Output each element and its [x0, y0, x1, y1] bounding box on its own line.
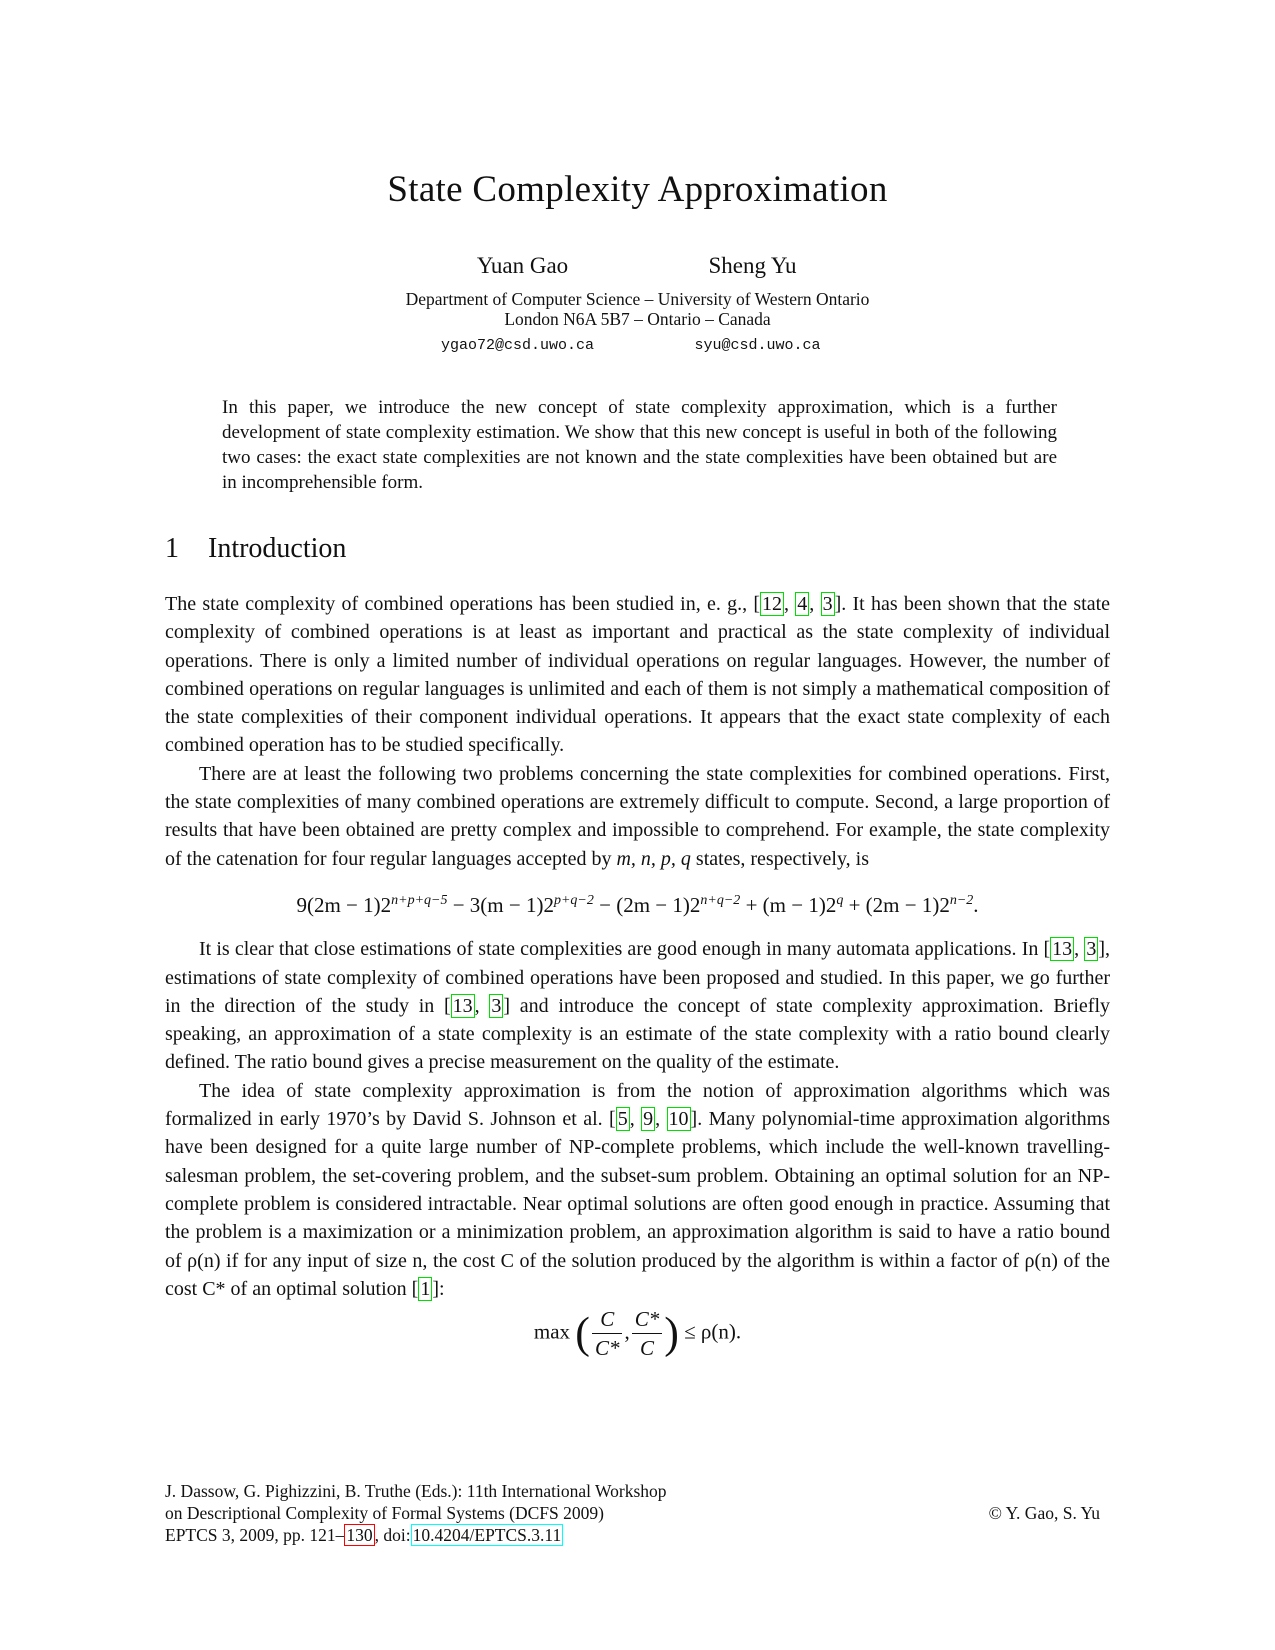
footer-line: on Descriptional Complexity of Formal Systems (DCFS 2009) [165, 1503, 604, 1523]
affiliation-line: London N6A 5B7 – Ontario – Canada [504, 309, 771, 329]
citation-link[interactable]: 13 [1052, 938, 1073, 961]
footer-line: EPTCS 3, 2009, pp. 121– 130 , doi: 10.4204/EPTCS.3.11 [165, 1525, 562, 1545]
citation-link[interactable]: 9 [643, 1108, 654, 1131]
section-title: Introduction [208, 533, 347, 564]
author-name: Yuan Gao [476, 253, 569, 278]
citation-link[interactable]: 3 [822, 593, 833, 615]
paragraph: The idea of state complexity approximation is from the notion of approximation algorithms which was formalized in early 1970’s by David S. Johnson et al. [ 5 , 9 , 10 ]. Many polynomial-time approximation algorithms have been designed for a quite large number of NP-complete problems, which include the well-known travelling-salesman problem, the set-covering problem, and the subset-sum problem. Obtaining an optimal solution for an NP-complete problem is considered intractable. Near optimal solutions are often good enough in practice. Assuming that the problem is a maximization or a minimization problem, an approximation algorithm is said to have a ratio bound of ρ(n) if for any input of size n, the cost C of the solution produced by the algorithm is within a factor of ρ(n) of the cost C* of an optimal solution [ 1 ]: [165, 1079, 1111, 1300]
equation-ratio-bound: max ( $\frac{C}{C*}$ , $\frac{C*}{C}$ ) ≤ ρ(n). [533, 1307, 742, 1361]
abstract: In this paper, we introduce the new concept of state complexity approximation, which is a further development of state complexity estimation. We show that this new concept is useful in both of the following two cases: the exact state complexities are not known and the state complexities have been obtained but are in incomprehensible form. [222, 397, 1057, 493]
citation-link[interactable]: 3 [491, 994, 502, 1017]
body-text [165, 590, 1110, 1379]
copyright: © Y. Gao, S. Yu [988, 1503, 1100, 1523]
email: syu@csd.uwo.ca [694, 337, 821, 354]
paper-title: State Complexity Approximation [387, 169, 888, 210]
citation-link[interactable]: 1 [420, 1277, 431, 1300]
footer-line: J. Dassow, G. Pighizzini, B. Truthe (Eds.): 11th International Workshop [165, 1481, 667, 1501]
citation-link[interactable]: 13 [452, 994, 473, 1017]
citation-link[interactable]: 3 [1086, 938, 1097, 961]
author-name: Sheng Yu [708, 253, 797, 278]
citation-link[interactable]: 12 [762, 593, 783, 615]
equation-catenation: $9(2m - 1)2^{n+p+q-5} - 3(m - 1)2^{p+q-2} - (2m - 1)2^{n+q-2} + (m - 1)2^q + (2m - 1)2^{n-2}$. [296, 892, 979, 917]
doi-link[interactable]: 10.4204/EPTCS.3.11 [412, 1525, 562, 1545]
section-number: 1 [165, 533, 179, 564]
affiliation [0, 289, 1275, 329]
paragraph: It is clear that close estimations of state complexities are good enough in many automata applications. In [ 13 , 3 ], estimations of state complexity of combined operations have been proposed and studied. In this paper, we go further in the direction of the study in [ 13 , 3 ] and introduce the concept of state complexity approximation. Briefly speaking, an approximation of a state complexity is an estimate of the state complexity with a ratio bound clearly defined. The ratio bound gives a precise measurement on the quality of the estimate. [165, 938, 1111, 1074]
email: ygao72@csd.uwo.ca [440, 337, 595, 354]
citation-link[interactable]: 5 [617, 1108, 628, 1131]
section-heading [165, 533, 346, 565]
citation-link[interactable]: 4 [797, 593, 808, 615]
paragraph: The state complexity of combined operations has been studied in, e. g., [ 12 , 4 , 3 ]. It has been shown that the state complexity of combined operations is at least as important and practical as the state complexity of individual operations. There is only a limited number of individual operations on regular languages. However, the number of combined operations on regular languages is unlimited and each of them is not simply a mathematical composition of the state complexities of their component individual operations. It appears that the exact state complexity of each combined operation has to be studied specifically. [165, 593, 1111, 757]
footer [165, 1480, 1100, 1546]
emails [0, 337, 1275, 354]
citation-link[interactable]: 10 [668, 1108, 689, 1131]
paragraph: There are at least the following two problems concerning the state complexities for combined operations. First, the state complexities of many combined operations are extremely difficult to compute. Second, a large proportion of results that have been obtained are pretty complex and impossible to comprehend. For example, the state complexity of the catenation for four regular languages accepted by m, n, p, q states, respectively, is [165, 762, 1110, 870]
page-link[interactable]: 130 [346, 1525, 373, 1545]
affiliation-line: Department of Computer Science – University of Western Ontario [405, 289, 870, 309]
authors [0, 253, 1275, 279]
